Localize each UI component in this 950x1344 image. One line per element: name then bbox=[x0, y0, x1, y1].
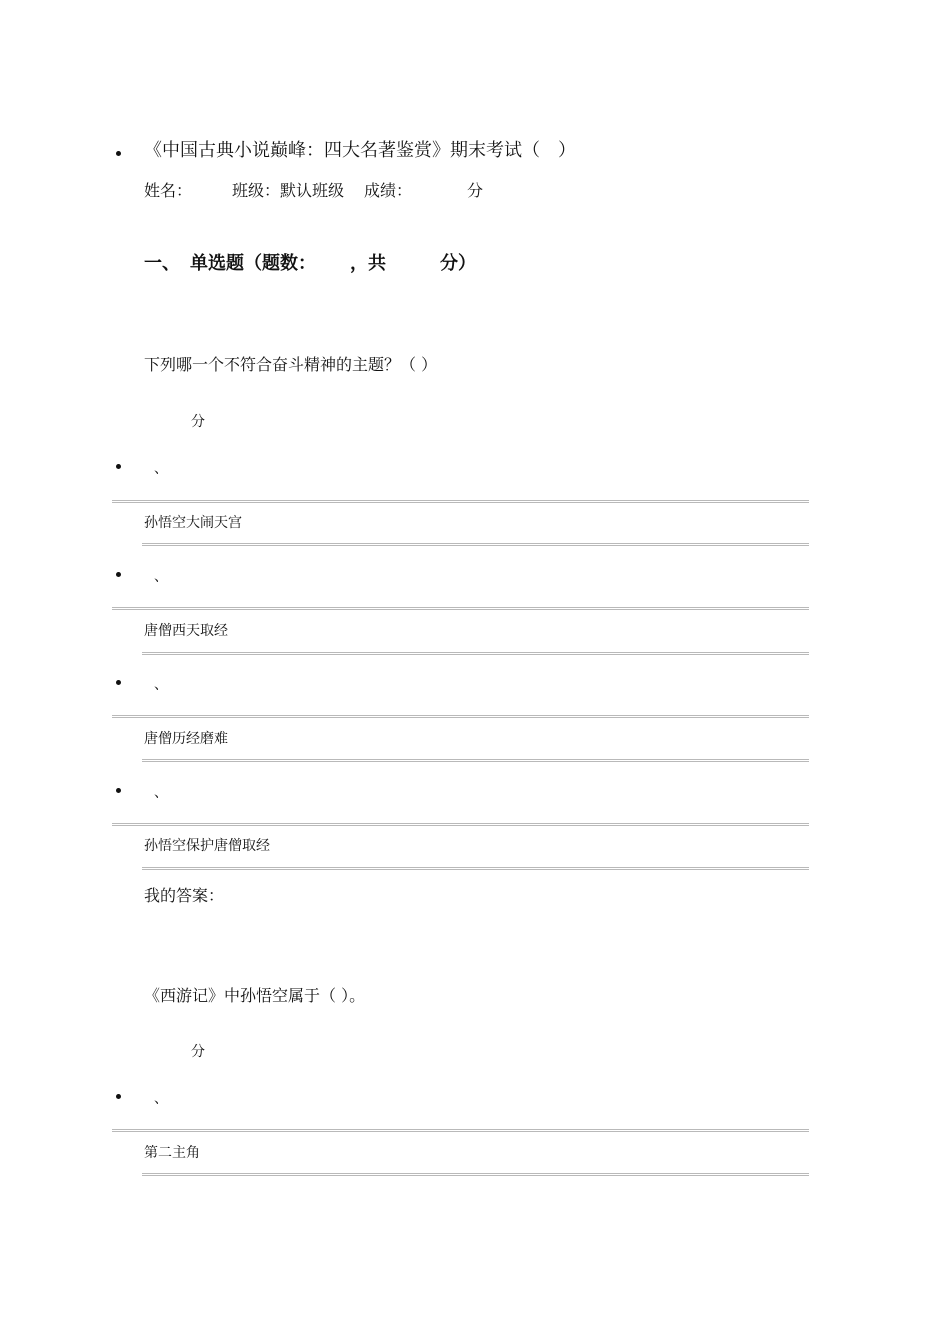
option-text[interactable]: 孙悟空保护唐僧取经 bbox=[144, 838, 270, 854]
option-bottom-border bbox=[142, 759, 809, 762]
option-bullet bbox=[116, 572, 121, 577]
option-bullet bbox=[116, 680, 121, 685]
option-top-border bbox=[112, 1129, 809, 1132]
question-2-score: 分 bbox=[191, 1044, 205, 1060]
section-title: 单选题（题数： bbox=[190, 253, 316, 274]
answer-label: 我的答案： bbox=[144, 886, 225, 905]
question-1-score: 分 bbox=[191, 414, 205, 430]
option-bottom-border bbox=[142, 867, 809, 870]
option-text[interactable]: 孙悟空大闹天宫 bbox=[144, 515, 242, 531]
class-label: 班级：默认班级 bbox=[232, 181, 345, 200]
option-bullet bbox=[116, 464, 121, 469]
score-unit: 分 bbox=[467, 181, 484, 200]
option-top-border bbox=[112, 607, 809, 610]
option-bottom-border bbox=[142, 652, 809, 655]
option-bullet bbox=[116, 788, 121, 793]
exam-title: 《中国古典小说巅峰：四大名著鉴赏》期末考试（ ） bbox=[144, 140, 576, 161]
option-text[interactable]: 唐僧西天取经 bbox=[144, 623, 228, 639]
question-1-text: 下列哪一个不符合奋斗精神的主题？（ ） bbox=[144, 355, 438, 374]
option-mark: 、 bbox=[154, 677, 168, 693]
name-label: 姓名： bbox=[144, 181, 193, 200]
section-total-sep: ，共 bbox=[350, 253, 386, 274]
section-number: 一、 bbox=[144, 253, 180, 274]
question-2-text: 《西游记》中孙悟空属于（ ）。 bbox=[144, 986, 366, 1005]
option-mark: 、 bbox=[154, 785, 168, 801]
option-bottom-border bbox=[142, 1173, 809, 1176]
option-text[interactable]: 第二主角 bbox=[144, 1145, 200, 1161]
section-unit: 分） bbox=[440, 253, 476, 274]
option-text[interactable]: 唐僧历经磨难 bbox=[144, 731, 228, 747]
option-bottom-border bbox=[142, 543, 809, 546]
option-top-border bbox=[112, 500, 809, 503]
option-mark: 、 bbox=[154, 1091, 168, 1107]
option-top-border bbox=[112, 715, 809, 718]
option-mark: 、 bbox=[154, 461, 168, 477]
option-mark: 、 bbox=[154, 569, 168, 585]
option-bullet bbox=[116, 1094, 121, 1099]
title-bullet bbox=[116, 151, 121, 156]
option-top-border bbox=[112, 823, 809, 826]
score-label: 成绩： bbox=[364, 181, 413, 200]
